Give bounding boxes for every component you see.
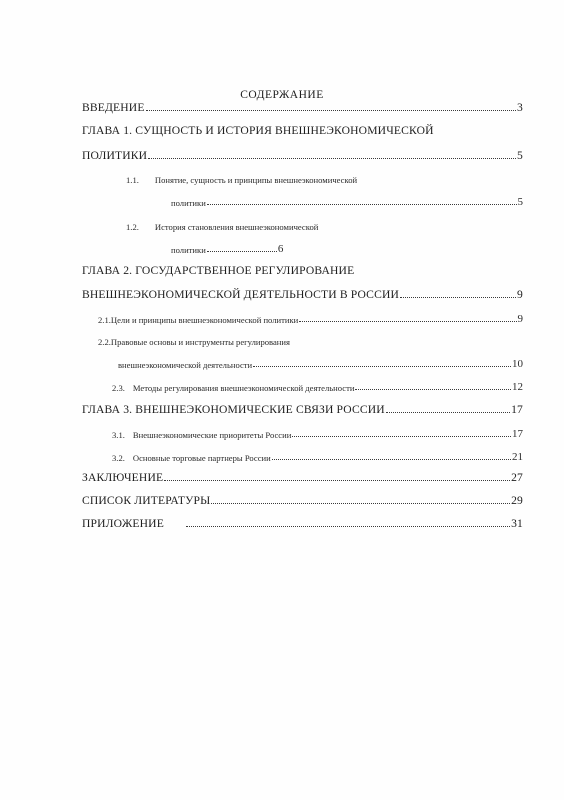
toc-entry-references — [82, 494, 523, 507]
toc-entry-label: Основные торговые партнеры России — [132, 453, 271, 463]
dot-leader — [186, 526, 510, 527]
dot-leader — [164, 480, 510, 481]
toc-entry-label: Внешнеэкономические приоритеты России — [132, 430, 292, 440]
toc-entry-label: СПИСОК ЛИТЕРАТУРЫ — [82, 494, 211, 507]
toc-entry-section-2-1 — [98, 313, 523, 325]
toc-entry-label-cont: политики — [171, 245, 206, 255]
section-number: 1.1. — [126, 175, 139, 185]
dot-leader — [253, 366, 511, 367]
dot-leader — [386, 412, 510, 413]
section-number: 2.3. — [112, 383, 125, 393]
toc-title: СОДЕРЖАНИЕ — [240, 89, 324, 101]
toc-entry-label: Правовые основы и инструменты регулирования — [110, 337, 290, 347]
toc-entry-label-cont: ПОЛИТИКИ — [82, 149, 148, 162]
toc-entry-label: ГЛАВА 2. ГОСУДАРСТВЕННОЕ РЕГУЛИРОВАНИЕ — [82, 264, 355, 277]
toc-page-number: 9 — [517, 313, 523, 325]
toc-entry-chapter-1-cont — [82, 149, 523, 162]
dot-leader — [292, 436, 511, 437]
toc-page-number: 10 — [512, 358, 523, 370]
toc-entry-section-2-2-cont — [118, 358, 523, 370]
toc-entry-section-1-2-cont — [171, 243, 291, 255]
section-number: 2.2. — [98, 337, 111, 347]
toc-entry-label: ВВЕДЕНИЕ — [82, 101, 145, 114]
toc-entry-section-1-1-cont — [171, 196, 523, 208]
toc-page-number: 6 — [277, 243, 284, 255]
toc-entry-appendix — [82, 517, 523, 530]
toc-entry-section-3-2 — [112, 451, 523, 463]
dot-leader — [355, 389, 511, 390]
toc-page-number: 21 — [512, 451, 523, 463]
toc-entry-conclusion — [82, 471, 523, 484]
toc-entry-chapter-2-cont — [82, 288, 523, 301]
toc-entry-chapter-1 — [82, 124, 523, 137]
toc-entry-section-3-1 — [112, 428, 523, 440]
toc-page-number: 31 — [511, 517, 523, 530]
dot-leader — [146, 110, 516, 111]
toc-page-number: 5 — [517, 196, 523, 208]
section-number: 1.2. — [126, 222, 139, 232]
toc-page-number: 17 — [512, 428, 523, 440]
toc-page-number: 17 — [511, 403, 523, 416]
toc-entry-section-1-2 — [126, 222, 466, 232]
toc-page-number: 27 — [511, 471, 523, 484]
toc-entry-section-2-3 — [112, 381, 523, 393]
toc-page-number: 5 — [517, 149, 523, 162]
toc-entry-introduction — [82, 101, 523, 114]
toc-entry-label: Методы регулирования внешнеэкономической деятельности — [132, 383, 355, 393]
dot-leader — [148, 158, 516, 159]
toc-entry-label: ГЛАВА 3. ВНЕШНЕЭКОНОМИЧЕСКИЕ СВЯЗИ РОССИИ — [82, 403, 385, 416]
section-number: 2.1. — [98, 315, 111, 325]
toc-entry-label: Цели и принципы внешнеэкономической политики — [110, 315, 299, 325]
dot-leader — [211, 503, 510, 504]
section-number: 3.2. — [112, 453, 125, 463]
toc-entry-section-2-2 — [98, 337, 468, 347]
toc-entry-label: ПРИЛОЖЕНИЕ — [82, 517, 164, 530]
toc-entry-chapter-2 — [82, 264, 523, 277]
toc-page-number: 12 — [512, 381, 523, 393]
toc-page-number: 9 — [517, 288, 523, 301]
dot-leader — [207, 251, 277, 252]
toc-page-number: 3 — [517, 101, 523, 114]
dot-leader — [207, 204, 517, 205]
dot-leader — [400, 297, 516, 298]
toc-page-number: 29 — [511, 494, 523, 507]
toc-entry-section-1-1 — [126, 175, 466, 185]
toc-entry-label: ГЛАВА 1. СУЩНОСТЬ И ИСТОРИЯ ВНЕШНЕЭКОНОМИЧЕСКОЙ — [82, 124, 434, 137]
toc-entry-chapter-3 — [82, 403, 523, 416]
dot-leader — [299, 321, 516, 322]
toc-entry-label-cont: ВНЕШНЕЭКОНОМИЧЕСКОЙ ДЕЯТЕЛЬНОСТИ В РОССИИ — [82, 288, 399, 301]
toc-entry-label: ЗАКЛЮЧЕНИЕ — [82, 471, 164, 484]
toc-entry-label-cont: политики — [171, 198, 206, 208]
toc-entry-label: История становления внешнеэкономической — [154, 222, 319, 232]
toc-entry-label: Понятие, сущность и принципы внешнеэкономической — [154, 175, 358, 185]
section-number: 3.1. — [112, 430, 125, 440]
toc-entry-label-cont: внешнеэкономической деятельности — [118, 360, 253, 370]
dot-leader — [272, 459, 511, 460]
